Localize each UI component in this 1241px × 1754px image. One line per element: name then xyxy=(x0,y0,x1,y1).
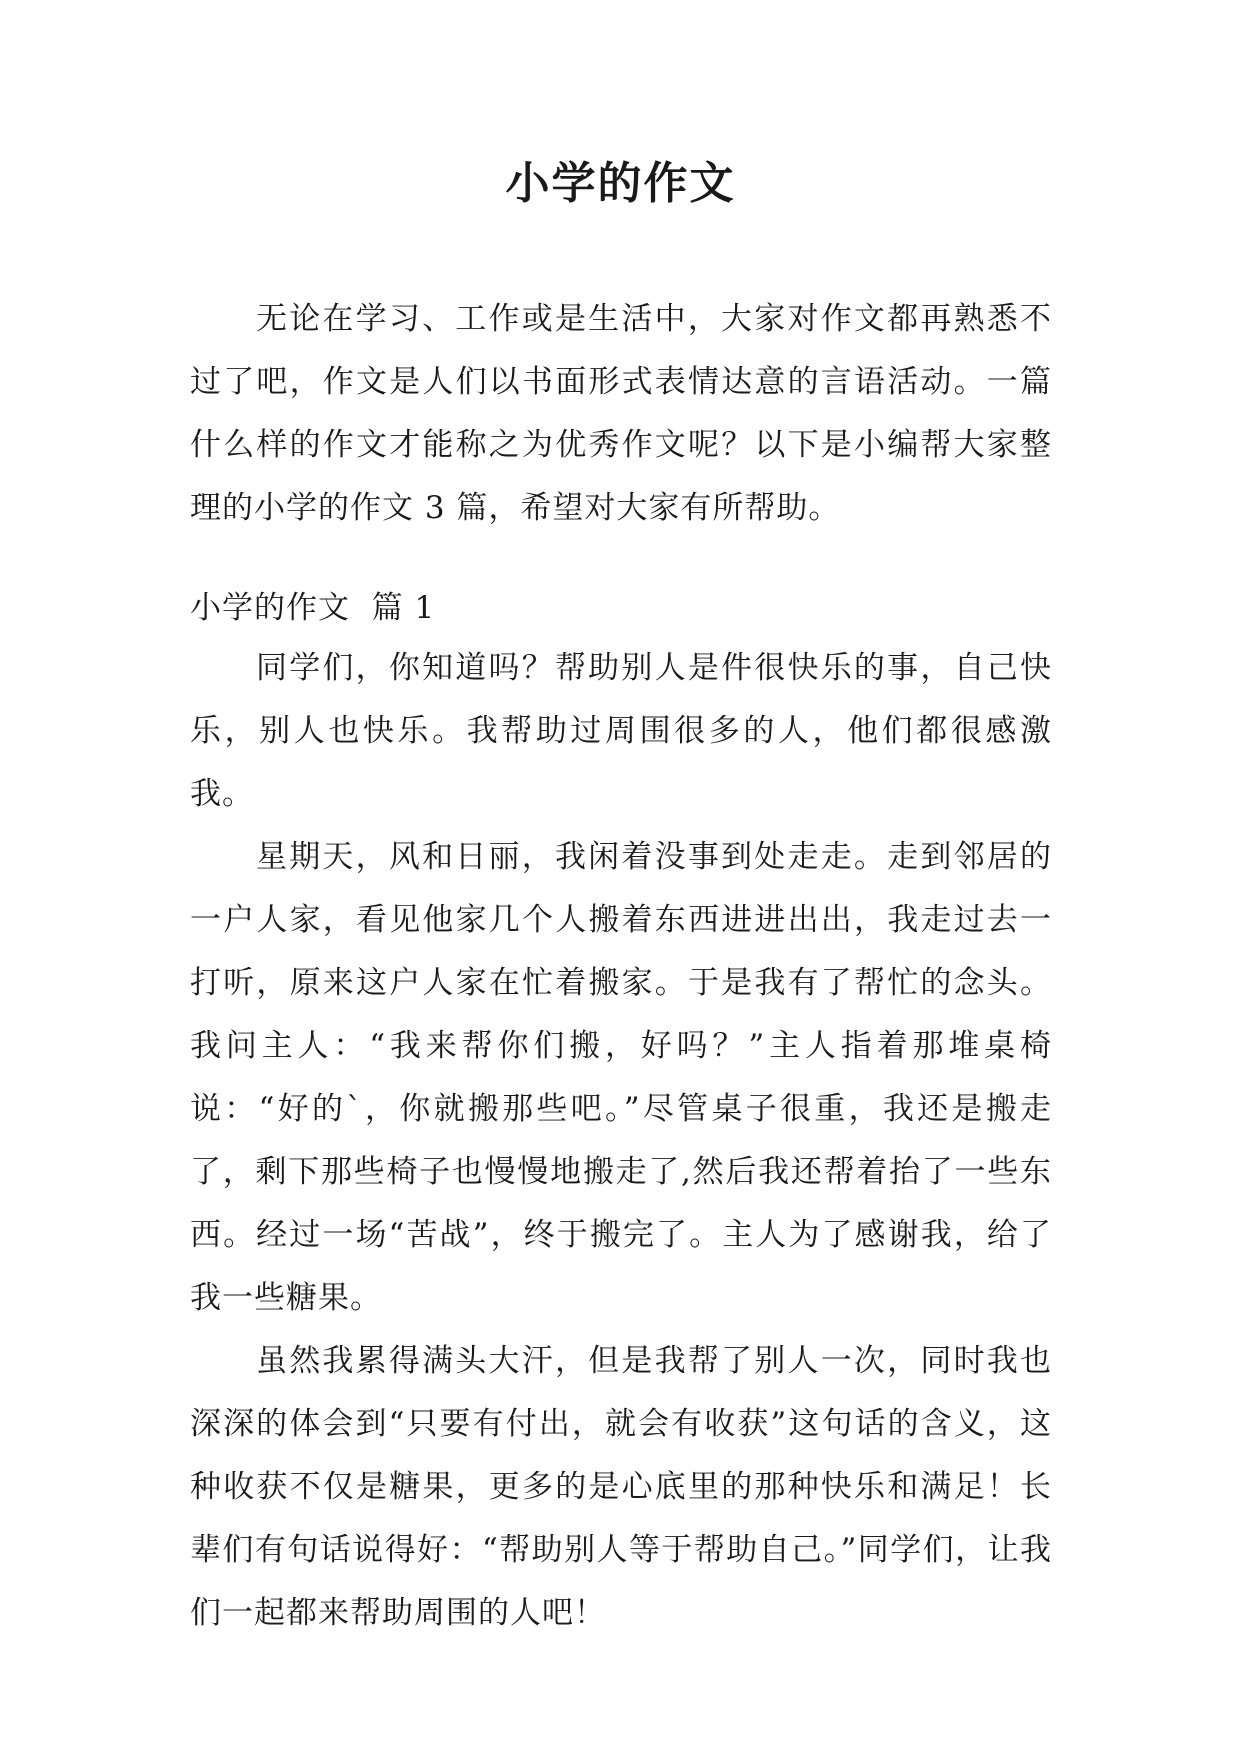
document-title: 小学的作文 xyxy=(505,158,736,209)
intro-block xyxy=(190,288,1052,540)
section-body xyxy=(190,637,1052,1645)
body-paragraph: 虽然我累得满头大汗，但是我帮了别人一次，同时我也深深的体会到“只要有付出，就会有收获”这句话的含义，这种收获不仅是糖果，更多的是心底里的那种快乐和满足！长辈们有句话说得好：“帮助别人等于帮助自己。”同学们，让我们一起都来帮助周围的人吧！ xyxy=(190,1343,1052,1631)
intro-paragraph: 无论在学习、工作或是生活中，大家对作文都再熟悉不过了吧，作文是人们以书面形式表情达意的言语活动。一篇什么样的作文才能称之为优秀作文呢？以下是小编帮大家整理的小学的作文 3 篇，希望对大家有所帮助。 xyxy=(190,301,1052,526)
body-paragraph: 星期天，风和日丽，我闲着没事到处走走。走到邻居的一户人家，看见他家几个人搬着东西进进出出，我走过去一打听，原来这户人家在忙着搬家。于是我有了帮忙的念头。我问主人：“我来帮你们搬，好吗？”主人指着那堆桌椅说：“好的`，你就搬那些吧。”尽管桌子很重，我还是搬走了，剩下那些椅子也慢慢地搬走了,然后我还帮着抬了一些东西。经过一场“苦战”，终于搬完了。主人为了感谢我，给了我一些糖果。 xyxy=(190,839,1052,1316)
section-heading: 小学的作文 篇 1 xyxy=(190,590,436,626)
body-paragraph: 同学们，你知道吗？帮助别人是件很快乐的事，自己快乐，别人也快乐。我帮助过周围很多的人，他们都很感激我。 xyxy=(190,650,1052,812)
